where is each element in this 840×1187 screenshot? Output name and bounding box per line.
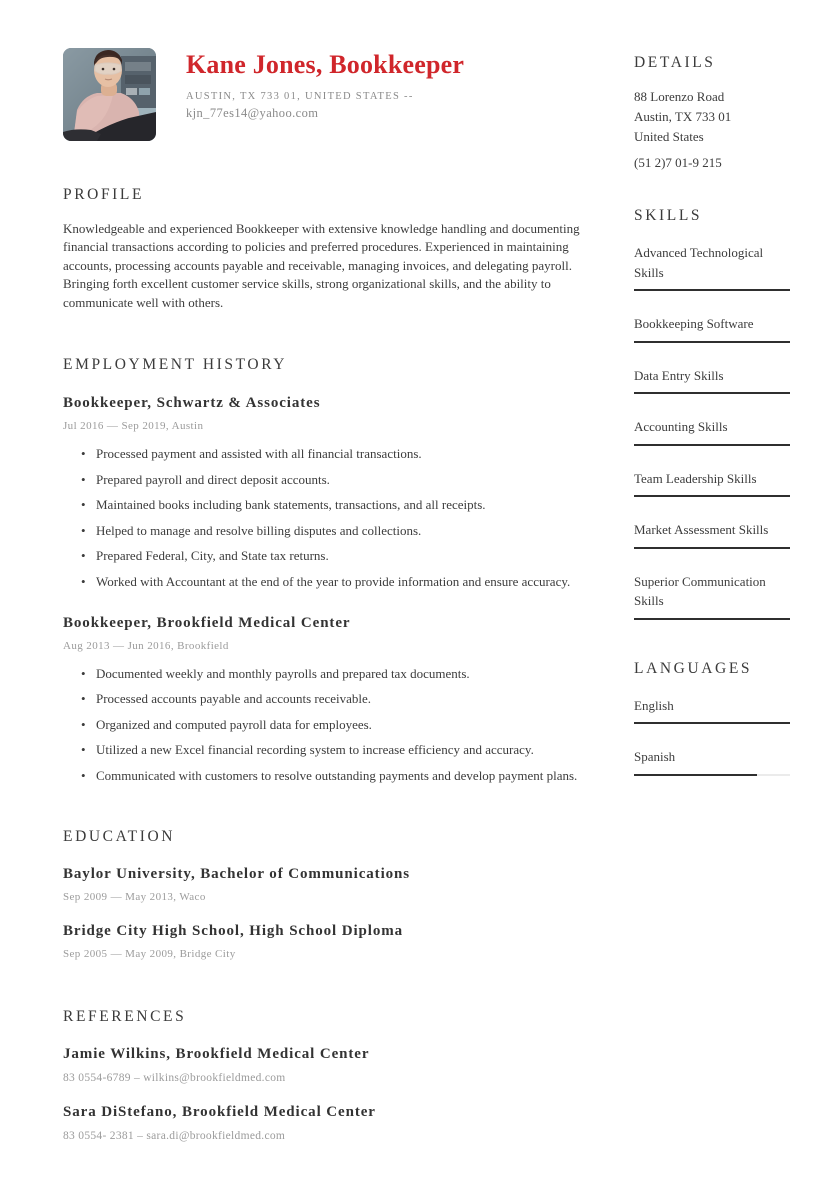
language-meter — [634, 722, 790, 724]
skill-item — [634, 314, 790, 343]
reference-contact: 83 0554-6789 – wilkins@brookfieldmed.com — [63, 1072, 286, 1085]
job-bullet: • Communicated with customers to resolve outstanding payments and develop payment plans. — [81, 767, 586, 785]
profile-heading: PROFILE — [63, 186, 145, 203]
skill-meter — [634, 341, 790, 343]
profile-text: Knowledgeable and experienced Bookkeeper with extensive knowledge handling and documenting financial transactions according to policies and preferred procedures. Experienced in maintaining accounts, processing accounts payable and receivable, managing invoices, and delegating payroll. Bringing forth excellent customer service skills, strong organizational skills, and the ability to communicate well with others. — [63, 221, 580, 310]
job-bullet: • Maintained books including bank statements, transactions, and all receipts. — [81, 496, 586, 514]
education-entry — [63, 923, 586, 960]
skill-meter — [634, 618, 790, 620]
skill-label: Accounting Skills — [634, 419, 728, 435]
profile-section — [63, 186, 586, 312]
address-line: United States — [634, 129, 704, 145]
skill-meter — [634, 547, 790, 549]
skill-label: Data Entry Skills — [634, 367, 724, 383]
education-date-location: Sep 2005 — May 2009, Bridge City — [63, 948, 236, 961]
education-entry — [63, 866, 586, 903]
details-section — [634, 54, 790, 171]
skills-heading: SKILLS — [634, 207, 703, 225]
skill-meter — [634, 392, 790, 394]
sidebar — [634, 48, 790, 799]
reference-contact: 83 0554- 2381 – sara.di@brookfieldmed.com — [63, 1130, 286, 1143]
address-line: 88 Lorenzo Road — [634, 89, 725, 104]
job-title: Bookkeeper, Schwartz & Associates — [63, 395, 321, 412]
education-section — [63, 828, 586, 960]
languages-heading: LANGUAGES — [634, 659, 753, 677]
skill-label: Superior Communication Skills — [634, 573, 766, 609]
job-bullet: • Utilized a new Excel financial recording system to increase efficiency and accuracy. — [81, 741, 586, 759]
skill-item — [634, 520, 790, 549]
job-bullet-list — [63, 665, 586, 785]
language-label: English — [634, 697, 674, 713]
skill-item — [634, 417, 790, 446]
skill-label: Advanced Technological Skills — [634, 245, 764, 280]
job-entry — [63, 395, 586, 591]
skills-section — [634, 207, 790, 620]
job-bullet: • Prepared Federal, City, and State tax returns. — [81, 547, 586, 565]
job-bullet: • Worked with Accountant at the end of the year to provide information and ensure accuracy. — [81, 573, 586, 591]
language-meter — [634, 774, 790, 776]
phone-number: (51 2)7 01-9 215 — [634, 155, 722, 171]
education-title: Baylor University, Bachelor of Communications — [63, 866, 411, 883]
job-bullet: • Processed accounts payable and accounts receivable. — [81, 690, 586, 708]
reference-title: Sara DiStefano, Brookfield Medical Center — [63, 1104, 376, 1121]
skill-item — [634, 366, 790, 395]
languages-section — [634, 660, 790, 776]
references-section — [63, 1008, 586, 1142]
language-item — [634, 747, 790, 776]
resume-header — [63, 48, 586, 141]
references-heading: REFERENCES — [63, 1008, 187, 1026]
employment-heading: EMPLOYMENT HISTORY — [63, 356, 288, 374]
skill-meter — [634, 289, 790, 291]
reference-title: Jamie Wilkins, Brookfield Medical Center — [63, 1046, 370, 1063]
skill-label: Bookkeeping Software — [634, 316, 754, 332]
skills-list — [634, 243, 790, 620]
languages-list — [634, 696, 790, 776]
address-block — [634, 87, 790, 147]
header-text-block — [186, 48, 464, 121]
education-title: Bridge City High School, High School Diploma — [63, 923, 404, 940]
job-date-location: Jul 2016 — Sep 2019, Austin — [63, 420, 204, 433]
skill-meter — [634, 495, 790, 497]
job-bullet-list — [63, 445, 586, 591]
job-bullet: • Prepared payroll and direct deposit accounts. — [81, 471, 586, 489]
contact-location: AUSTIN, TX 733 01, UNITED STATES -- — [186, 90, 414, 102]
skill-label: Market Assessment Skills — [634, 522, 769, 538]
education-heading: EDUCATION — [63, 828, 176, 846]
reference-entry — [63, 1104, 586, 1142]
language-item — [634, 696, 790, 725]
job-entry — [63, 615, 586, 785]
skill-label: Team Leadership Skills — [634, 470, 757, 486]
job-bullet: • Organized and computed payroll data for employees. — [81, 716, 586, 734]
profile-photo-illustration — [63, 48, 156, 141]
job-bullet: • Helped to manage and resolve billing disputes and collections. — [81, 522, 586, 540]
page-title: Kane Jones, Bookkeeper — [186, 50, 465, 79]
skill-item — [634, 572, 790, 620]
main-column — [63, 48, 586, 1142]
job-date-location: Aug 2013 — Jun 2016, Brookfield — [63, 639, 229, 652]
skill-meter — [634, 444, 790, 446]
education-date-location: Sep 2009 — May 2013, Waco — [63, 891, 206, 904]
skill-item — [634, 243, 790, 291]
employment-section — [63, 356, 586, 785]
job-bullet: • Documented weekly and monthly payrolls and prepared tax documents. — [81, 665, 586, 683]
skill-item — [634, 469, 790, 498]
job-title: Bookkeeper, Brookfield Medical Center — [63, 614, 351, 631]
address-line: Austin, TX 733 01 — [634, 109, 732, 125]
job-bullet: • Processed payment and assisted with all financial transactions. — [81, 445, 586, 463]
language-label: Spanish — [634, 749, 676, 765]
contact-email: kjn_77es14@yahoo.com — [186, 105, 319, 120]
reference-entry — [63, 1046, 586, 1084]
profile-photo — [63, 48, 156, 141]
details-heading: DETAILS — [634, 54, 716, 71]
